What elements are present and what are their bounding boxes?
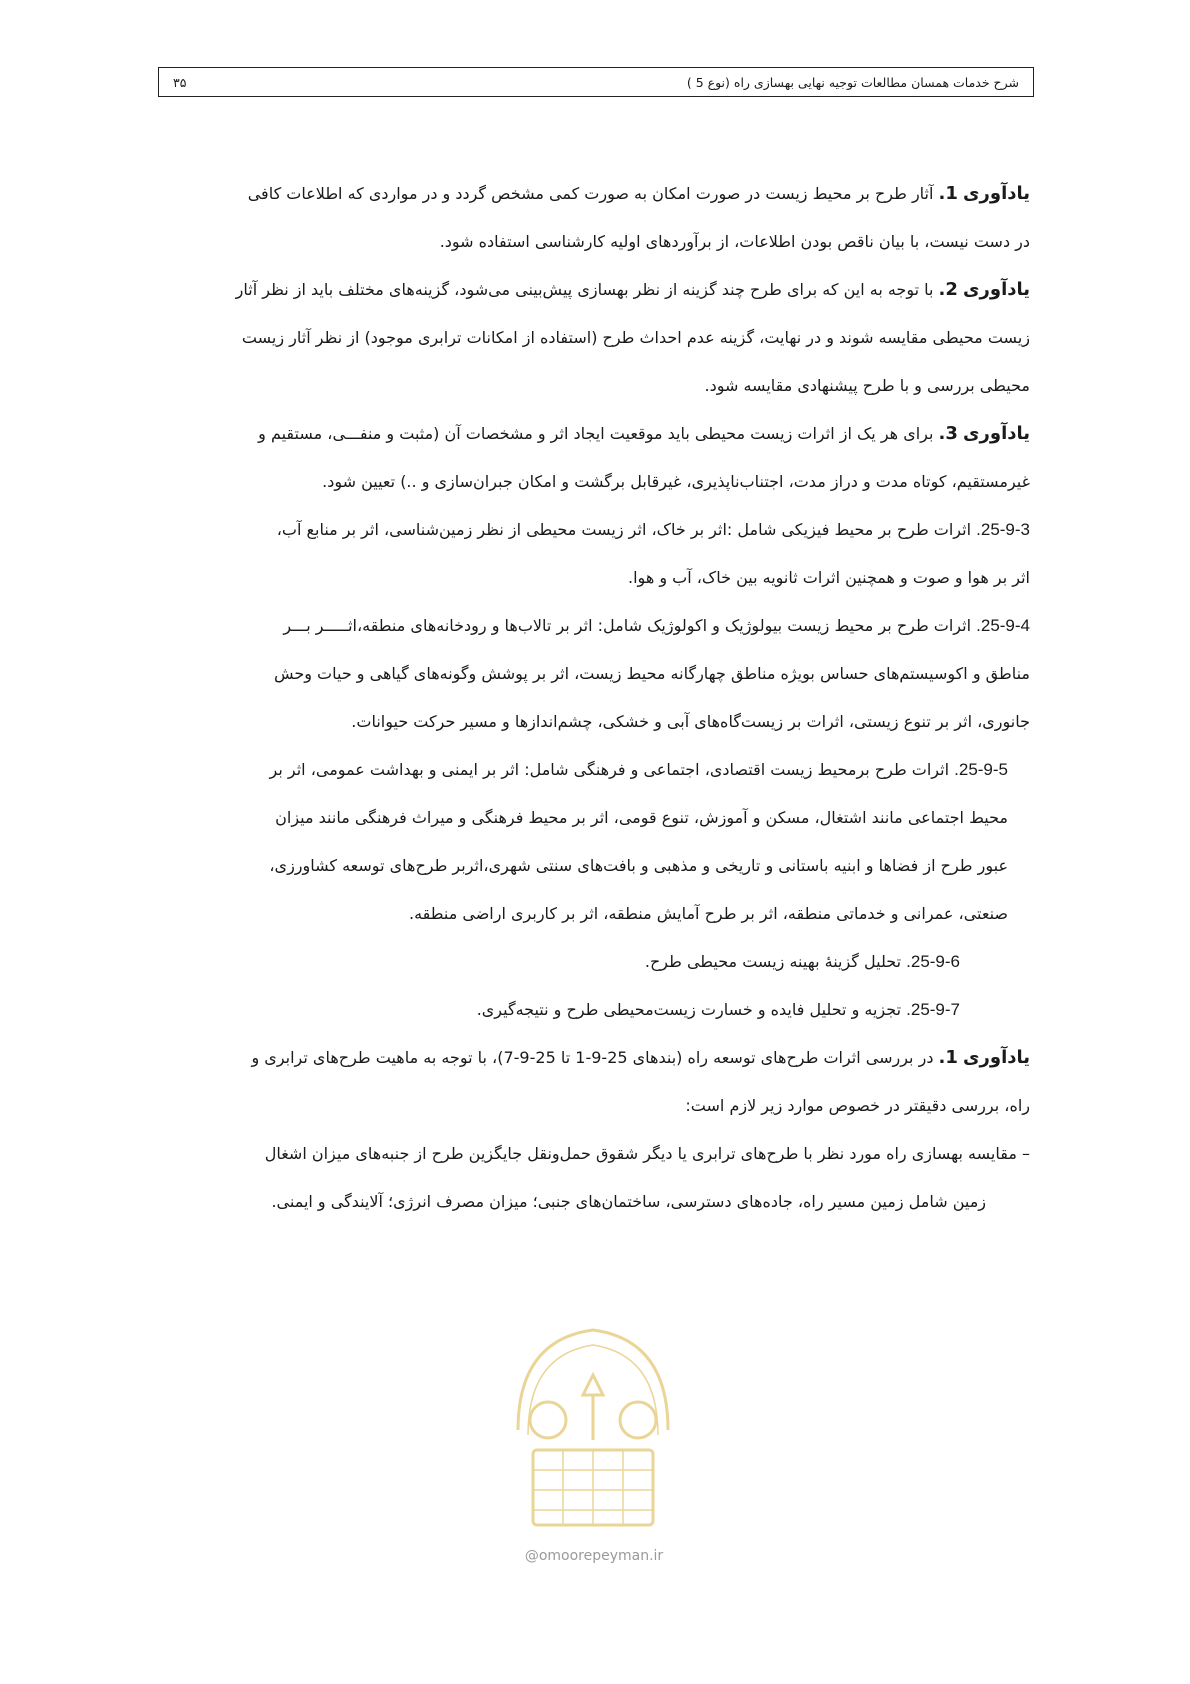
note-text: آثار طرح بر محیط زیست در صورت امکان به صورت کمی مشخص گردد و در مواردی که اطلاعات کافی: [247, 184, 934, 203]
section-number: 25-9-5.: [954, 760, 1008, 779]
note-number: 2.: [938, 279, 958, 300]
note-3: [168, 410, 1030, 506]
note-keyword: یادآوری: [963, 279, 1030, 300]
bullet-text: مقایسه بهسازی راه مورد نظر با طرح‌های ترابری یا دیگر شقوق حمل‌ونقل جایگزین طرح از جنبه‌های میزان اشغال: [264, 1144, 1017, 1163]
section-text: اثر بر هوا و صوت و همچنین اثرات ثانویه بین خاک، آب و هوا.: [628, 568, 1030, 587]
section-text: تجزیه و تحلیل فایده و خسارت زیست‌محیطی طرح و نتیجه‌گیری.: [476, 1000, 902, 1019]
note-number: 1.: [938, 183, 958, 204]
note-1: [168, 170, 1030, 266]
bullet-text: زمین شامل زمین مسیر راه، جاده‌های دسترسی، ساختمان‌های جنبی؛ میزان مصرف انرژی؛ آلایندگی و ایمنی.: [271, 1192, 986, 1211]
section-25-9-3: [168, 506, 1030, 602]
document-body: [168, 170, 1030, 1226]
section-25-9-6: [168, 938, 1030, 986]
section-text: تحلیل گزینهٔ بهینه زیست محیطی طرح.: [644, 952, 902, 971]
note-2: [168, 266, 1030, 410]
header-title: شرح خدمات همسان مطالعات توجیه نهایی بهسازی راه (نوع 5 ): [686, 74, 1019, 90]
section-number: 25-9-3.: [976, 520, 1030, 539]
bullet-marker: –: [1022, 1144, 1030, 1163]
section-number: 25-9-6.: [906, 952, 960, 971]
section-text: محیط اجتماعی مانند اشتغال، مسکن و آموزش، تنوع قومی، اثر بر محیط فرهنگی و میراث فرهنگی مانند میزان: [275, 808, 1008, 827]
note-text: در بررسی اثرات طرح‌های توسعه راه (بندهای 25-9-1 تا 25-9-7)، با توجه به ماهیت طرح‌های ترابری و: [251, 1048, 934, 1067]
note-text: در دست نیست، با بیان ناقص بودن اطلاعات، از برآوردهای اولیه کارشناسی استفاده شود.: [439, 232, 1030, 251]
page-number: ۳۵: [173, 74, 187, 90]
page-header: [158, 67, 1034, 97]
section-number: 25-9-4.: [976, 616, 1030, 635]
bullet-item: [168, 1130, 1030, 1226]
note-text: زیست محیطی مقایسه شوند و در نهایت، گزینه عدم احداث طرح (استفاده از امکانات ترابری موجود) از نظر آثار زیست: [241, 328, 1030, 347]
section-25-9-4: [168, 602, 1030, 746]
section-text: صنعتی، عمرانی و خدماتی منطقه، اثر بر طرح آمایش منطقه، اثر بر کاربری اراضی منطقه.: [409, 904, 1008, 923]
note-text: غیرمستقیم، کوتاه مدت و دراز مدت، اجتناب‌ناپذیری، غیرقابل برگشت و امکان جبران‌سازی و ..) تعیین شود.: [322, 472, 1030, 491]
note-keyword: یادآوری: [963, 1047, 1030, 1068]
section-text: جانوری، اثر بر تنوع زیستی، اثرات بر زیست‌گاه‌های آبی و خشکی، چشم‌اندازها و مسیر حرکت حیوانات.: [351, 712, 1030, 731]
note-keyword: یادآوری: [963, 183, 1030, 204]
section-25-9-7: [168, 986, 1030, 1034]
section-text: اثرات طرح بر محیط فیزیکی شامل :اثر بر خاک، اثر زیست محیطی از نظر زمین‌شناسی، اثر بر منابع آب،: [276, 520, 972, 539]
section-text: اثرات طرح برمحیط زیست اقتصادی، اجتماعی و فرهنگی شامل: اثر بر ایمنی و بهداشت عمومی، اثر بر: [269, 760, 950, 779]
section-25-9-5: [168, 746, 1030, 938]
watermark-logo: [488, 1300, 698, 1550]
note-text: برای هر یک از اثرات زیست محیطی باید موقعیت ایجاد اثر و مشخصات آن (مثبت و منفـــی، مستقیم و: [258, 424, 934, 443]
section-text: اثرات طرح بر محیط زیست بیولوژیک و اکولوژیک شامل: اثر بر تالاب‌ها و رودخانه‌های منطقه،اثـــــر بـــر: [283, 616, 972, 635]
final-note: [168, 1034, 1030, 1130]
note-number: 1.: [938, 1047, 958, 1068]
section-text: عبور طرح از فضاها و ابنیه باستانی و تاریخی و مذهبی و بافت‌های سنتی شهری،اثربر طرح‌های توسعه کشاورزی،: [269, 856, 1008, 875]
note-text: راه، بررسی دقیقتر در خصوص موارد زیر لازم است:: [685, 1096, 1030, 1115]
note-text: محیطی بررسی و با طرح پیشنهادی مقایسه شود.: [704, 376, 1030, 395]
section-number: 25-9-7.: [906, 1000, 960, 1019]
note-keyword: یادآوری: [963, 423, 1030, 444]
section-text: مناطق و اکوسیستم‌های حساس بویژه مناطق چهارگانه محیط زیست، اثر بر پوشش وگونه‌های گیاهی و حیات وحش: [273, 664, 1030, 683]
watermark-url: @omoorepeyman.ir: [524, 1548, 664, 1564]
note-number: 3.: [938, 423, 958, 444]
note-text: با توجه به این که برای طرح چند گزینه از نظر بهسازی پیش‌بینی می‌شود، گزینه‌های مختلف باید از نظر آثار: [235, 280, 934, 299]
